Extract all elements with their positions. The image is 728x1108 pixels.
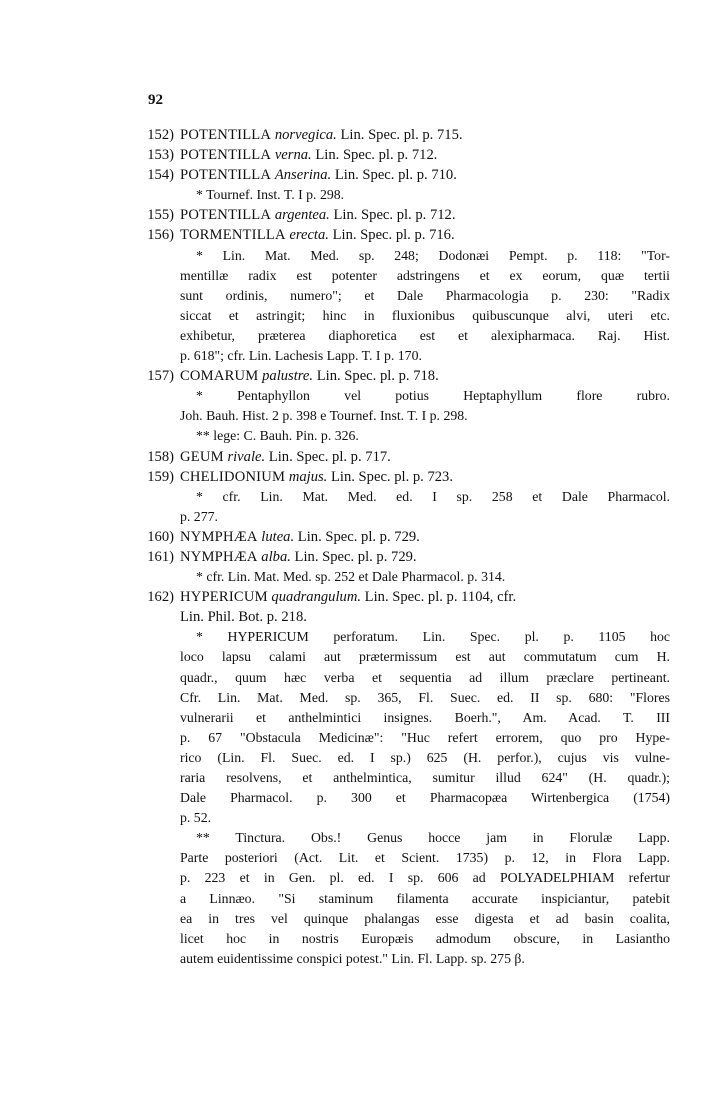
genus-name: POTENTILLA [180, 147, 272, 164]
entry-body [180, 527, 670, 547]
reference-continuation: Lin. Phil. Bot. p. 218. [180, 609, 307, 626]
footnote [180, 627, 670, 969]
entry-number: 157) [147, 368, 174, 385]
footnote [180, 246, 670, 367]
footnote-line: * HYPERICUM perforatum. Lin. Spec. pl. p. 1105 hoc [196, 629, 670, 645]
reference: Lin. Spec. pl. p. 710. [334, 167, 457, 184]
genus-name: HYPERICUM [180, 589, 268, 606]
entry-body [180, 447, 670, 467]
entry-title [180, 145, 670, 165]
reference: Lin. Spec. pl. p. 717. [268, 448, 391, 465]
entry [130, 225, 670, 245]
footnote [180, 386, 670, 446]
species-name: Anserina. [274, 167, 332, 184]
entry-body [180, 225, 670, 245]
entry-title [180, 547, 670, 567]
entry-title [180, 467, 670, 487]
entry [130, 587, 670, 627]
species-name: rivale. [227, 448, 266, 465]
entry [130, 527, 670, 547]
footnote-line: Joh. Bauh. Hist. 2 p. 398 e Tournef. Inst. T. I p. 298. [180, 408, 468, 424]
species-name: verna. [274, 147, 312, 164]
entry-body [180, 547, 670, 567]
entry [130, 366, 670, 386]
genus-name: POTENTILLA [180, 127, 272, 143]
entry-number: 160) [147, 528, 174, 545]
footnote-line: p. 223 et in Gen. pl. ed. I sp. 606 ad POLYADELPHIAM refertur [180, 870, 670, 886]
entry-title [180, 205, 670, 225]
species-name: norvegica. [274, 127, 337, 143]
reference: Lin. Spec. pl. p. 712. [315, 147, 438, 164]
reference: Lin. Spec. pl. p. 715. [340, 127, 463, 143]
entry-title [180, 447, 670, 467]
reference: Lin. Spec. pl. p. 723. [330, 468, 453, 485]
footnote-line: ** Tinctura. Obs.! Genus hocce jam in Florulæ Lapp. [196, 830, 670, 846]
footnote [180, 567, 670, 587]
species-name: argentea. [274, 207, 330, 224]
footnote-line: Dale Pharmacol. p. 300 et Pharmacopæa Wirtenbergica (1754) [180, 790, 670, 806]
footnote-line: autem euidentissime conspici potest." Lin. Fl. Lapp. sp. 275 β. [180, 950, 525, 966]
genus-name: POTENTILLA [180, 207, 272, 224]
species-name: majus. [288, 468, 328, 485]
footnote-line: rico (Lin. Fl. Suec. ed. I sp.) 625 (H. perfor.), cujus vis vulne- [180, 749, 670, 765]
entry-body [180, 165, 670, 185]
genus-name: TORMENTILLA [180, 227, 286, 244]
species-name: alba. [261, 548, 291, 565]
entry [130, 467, 670, 487]
species-name: palustre. [262, 368, 314, 385]
footnote-line: vulnerarii et anthelmintici insignes. Boerh.", Am. Acad. T. III [180, 709, 670, 725]
footnote-line: Cfr. Lin. Mat. Med. sp. 365, Fl. Suec. ed. II sp. 680: "Flores [180, 689, 670, 705]
footnote-line: * Lin. Mat. Med. sp. 248; Dodonæi Pempt. p. 118: "Tor- [196, 247, 670, 263]
entry [130, 165, 670, 185]
footnote-line: sunt ordinis, numero"; et Dale Pharmacologia p. 230: "Radix [180, 287, 670, 303]
footnote-line: Parte posteriori (Act. Lit. et Scient. 1735) p. 12, in Flora Lapp. [180, 850, 670, 866]
entry-number: 152) [147, 127, 174, 143]
entry-title [180, 366, 670, 386]
footnote-line: a Linnæo. "Si staminum filamenta accurate inspiciantur, patebit [180, 890, 670, 906]
page-number: 92 [148, 92, 163, 108]
entry [130, 447, 670, 467]
genus-name: POTENTILLA [180, 167, 272, 184]
footnote-line: p. 52. [180, 810, 212, 826]
genus-name: NYMPHÆA [180, 528, 258, 545]
species-name: quadrangulum. [271, 589, 362, 606]
entry-number: 162) [147, 589, 174, 606]
genus-name: GEUM [180, 448, 224, 465]
entry-number: 154) [147, 167, 174, 184]
footnote-line: ea in tres vel quinque phalangas esse digesta et ad basin coalita, [180, 910, 670, 926]
entry-body [180, 366, 670, 386]
reference: Lin. Spec. pl. p. 718. [316, 368, 439, 385]
genus-name: CHELIDONIUM [180, 468, 286, 485]
species-name: erecta. [289, 227, 329, 244]
footnote-line: * cfr. Lin. Mat. Med. sp. 252 et Dale Pharmacol. p. 314. [196, 569, 506, 585]
entry-body [180, 467, 670, 487]
entry-number: 153) [147, 147, 174, 164]
entry-title [180, 225, 670, 245]
footnote-line: loco lapsu calami aut prætermissum est aut commutatum cum H. [180, 649, 670, 665]
footnote [180, 185, 670, 205]
entry-number: 158) [147, 448, 174, 465]
footnote-line: p. 277. [180, 508, 218, 524]
entry-title [180, 165, 670, 185]
footnote-line: mentillæ radix est potenter adstringens et ex eorum, quæ tertii [180, 267, 670, 283]
entry-number: 159) [147, 468, 174, 485]
entry-title [180, 587, 670, 607]
footnote-line: quadr., quum hæc verba et sequentia ad illum præclare pertineant. [180, 669, 670, 685]
footnote-line: * cfr. Lin. Mat. Med. ed. I sp. 258 et Dale Pharmacol. [196, 488, 670, 504]
entry [130, 125, 670, 145]
footnote-line: exhibetur, præterea diaphoretica est et alexipharmaca. Raj. Hist. [180, 327, 670, 343]
footnote-line: raria resolvens, et anthelmintica, sumitur illud 624" (H. quadr.); [180, 770, 670, 785]
entry-title [180, 527, 670, 547]
entry [130, 205, 670, 225]
footnote [180, 487, 670, 527]
entry-title [180, 125, 670, 145]
reference: Lin. Spec. pl. p. 729. [297, 528, 420, 545]
entry [130, 145, 670, 165]
footnote-line: siccat et astringit; hinc in fluxionibus quibuscunque alvi, uteri etc. [180, 307, 670, 323]
entry-body [180, 125, 670, 145]
entry-body [180, 587, 670, 627]
footnote-line: * Pentaphyllon vel potius Heptaphyllum flore rubro. [196, 388, 670, 404]
footnote-line: p. 67 "Obstacula Medicinæ": "Huc refert errorem, quo pro Hype- [180, 729, 670, 745]
entry-number: 161) [147, 548, 174, 565]
reference: Lin. Spec. pl. p. 712. [333, 207, 456, 224]
reference: Lin. Spec. pl. p. 716. [332, 227, 455, 244]
genus-name: NYMPHÆA [180, 548, 258, 565]
entry-number: 155) [147, 207, 174, 224]
genus-name: COMARUM [180, 368, 259, 385]
species-name: lutea. [261, 528, 295, 545]
entry-body [180, 145, 670, 165]
footnote-line: p. 618"; cfr. Lin. Lachesis Lapp. T. I p. 170. [180, 348, 422, 364]
entry-body [180, 205, 670, 225]
footnote-line: ** lege: C. Bauh. Pin. p. 326. [196, 428, 359, 444]
footnote-line: * Tournef. Inst. T. I p. 298. [196, 187, 345, 203]
entry [130, 547, 670, 567]
footnote-line: licet hoc in nostris Europæis admodum obscure, in Lasiantho [180, 930, 670, 946]
document-body [130, 125, 670, 969]
entry-number: 156) [147, 227, 174, 244]
reference: Lin. Spec. pl. p. 1104, cfr. [364, 589, 517, 606]
reference: Lin. Spec. pl. p. 729. [294, 548, 417, 565]
